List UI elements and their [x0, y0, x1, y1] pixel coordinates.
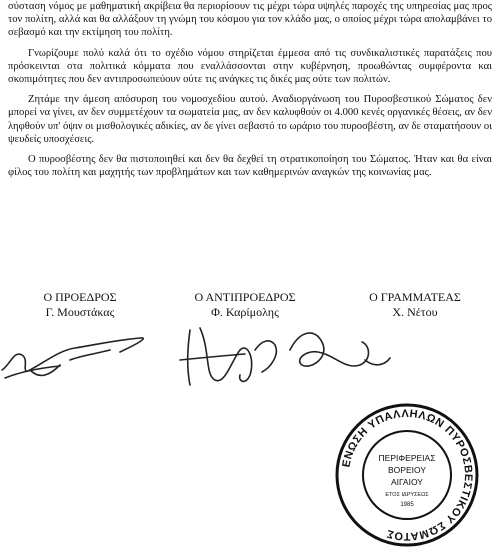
signatory-president [0, 290, 160, 320]
vice-president-role: Ο ΑΝΤΙΠΡΟΕΔΡΟΣ [194, 290, 296, 304]
stamp-line-2: ΒΟΡΕΙΟΥ [388, 465, 426, 475]
union-stamp [333, 395, 481, 555]
paragraph-3: Ζητάμε την άμεση απόσυρση του νομοσχεδίου αυτού. Αναδιοργάνωση του Πυροσβεστικού Σώματος δεν μπορεί να γίνει, αν δεν συμμετέχουν τα σωματεία μας, αν δεν καλυφθούν οι 4.000 κενές οργανικές θέσεις, αν δεν ληφθούν υπ' όψιν οι μισθολογικές αδικίες, αν δε γίνει σεβαστό το ωράριο του πυροσβέστη, αν δε σταματήσουν οι ψευδείς υποσχέσεις. [8, 94, 492, 145]
stamp-line-3: ΑΙΓΑΙΟΥ [391, 477, 423, 487]
paragraph-4: Ο πυροσβέστης δεν θα πιστοποιηθεί και δεν θα δεχθεί τη στρατικοποίηση του Σώματος. Ήταν και θα είναι φίλος του πολίτη και μαχητής των προβλημάτων και των καθημερινών αναγκών της κοινωνίας μας. [8, 154, 492, 179]
signatory-secretary [335, 290, 495, 320]
signatory-vice-president [165, 290, 325, 320]
stamp-line-1: ΠΕΡΙΦΕΡΕΙΑΣ [378, 453, 436, 463]
president-role: Ο ΠΡΟΕΔΡΟΣ [43, 290, 117, 304]
president-name: Γ. Μουστάκας [45, 305, 115, 319]
signature-vice-president [188, 328, 277, 385]
secretary-role: Ο ΓΡΑΜΜΑΤΕΑΣ [369, 290, 461, 304]
signature-president [2, 338, 143, 376]
stamp-outer-text: ΕΝΩΣΗ ΥΠΑΛΛΗΛΩΝ ΠΥΡΟΣΒΕΣΤΙΚΟΥ ΣΩΜΑΤΟΣ [340, 407, 475, 543]
paragraph-1: σύσταση νόμος με μαθηματική ακρίβεια θα περιορίσουν τις μέχρι τώρα υψηλές παροχές της υπηρεσίας μας προς τον πολίτη, αλλά και θα αλλάξουν τη γνώμη του κόσμου για τον κλάδο μας, ο οποίος μέχρι τώρα απολαμβάνει το σεβασμό και την εκτίμηση του πολίτη. [8, 1, 492, 39]
stamp-line-4: ΕΤΟΣ ΙΔΡΥΣΕΩΣ [385, 492, 429, 498]
document-body [8, 0, 492, 186]
vice-president-name: Φ. Καρίμολης [211, 305, 279, 319]
paragraph-2: Γνωρίζουμε πολύ καλά ότι το σχέδιο νόμου στηρίζεται έμμεσα από τις συνδικαλιστικές παρατάξεις που πρόσκεινται στα πολιτικά κόμματα που εναλλάσσονται στην κυβέρνηση, προωθώντας συμφέροντα και σκοπιμότητες που δεν αντιπροσωπεύουν ούτε τις ανάγκες τις δικές μας ούτε των πολιτών. [8, 47, 492, 86]
stamp-line-5: 1985 [400, 502, 414, 508]
secretary-name: Χ. Νέτου [392, 305, 438, 319]
handwritten-signatures [0, 320, 500, 400]
signature-secretary [290, 333, 390, 366]
